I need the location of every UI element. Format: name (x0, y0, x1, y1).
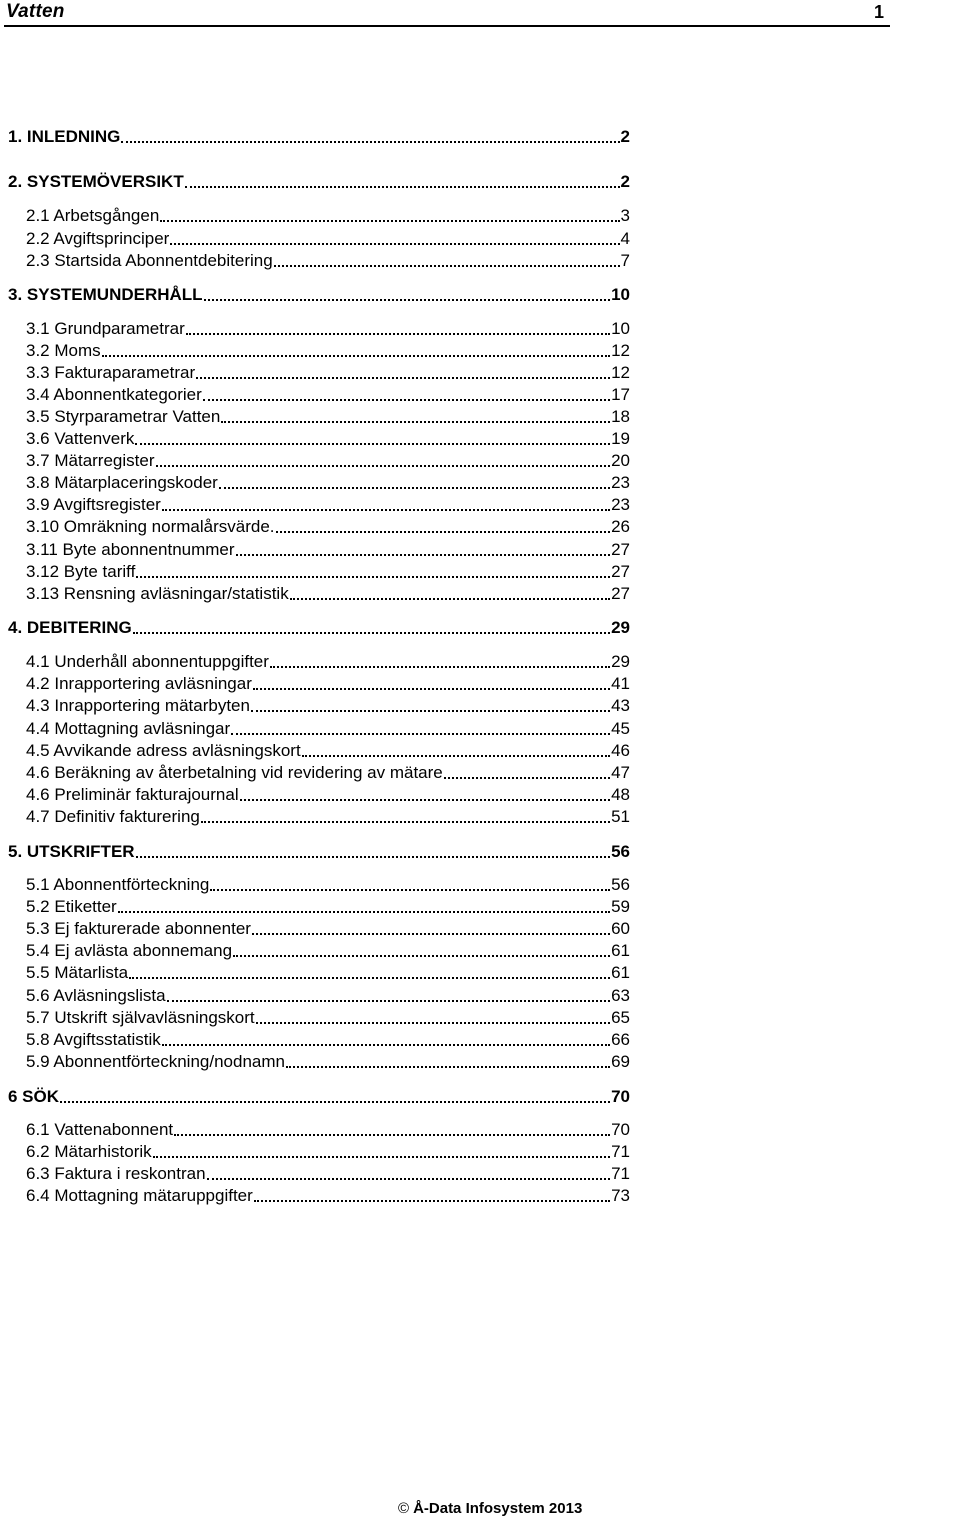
toc-entry-label: 5.7 Utskrift självavläsningskort (26, 1008, 255, 1027)
toc-page-number: 71 (611, 1164, 630, 1183)
toc-section[interactable] (26, 1051, 630, 1073)
dot-leader (251, 710, 610, 712)
toc-entry-label: 3.13 Rensning avläsningar/statistik (26, 584, 289, 603)
dot-leader (233, 955, 610, 957)
dot-leader (444, 777, 610, 779)
toc-section[interactable] (26, 962, 630, 984)
dot-leader (185, 186, 620, 188)
toc-entry-label: 3.10 Omräkning normalårsvärde. (26, 517, 275, 536)
footer-text: Å-Data Infosystem 2013 (413, 1500, 583, 1517)
dot-leader (254, 1200, 610, 1202)
toc-chapter[interactable] (8, 171, 630, 193)
copyright-icon: © (398, 1500, 410, 1517)
toc-section[interactable] (26, 205, 630, 227)
dot-leader (270, 666, 610, 668)
document-title: Vatten (6, 1, 65, 22)
toc-section[interactable] (26, 384, 630, 406)
dot-leader (136, 576, 610, 578)
toc-page-number: 70 (611, 1087, 630, 1106)
toc-entry-label: 4.7 Definitiv fakturering (26, 807, 200, 826)
dot-leader (121, 141, 619, 143)
toc-entry-label: 6.1 Vattenabonnent (26, 1120, 174, 1139)
toc-entry-label: 5.3 Ej fakturerade abonnenter (26, 919, 251, 938)
toc-page-number: 19 (611, 429, 630, 448)
dot-leader (204, 299, 611, 301)
toc-page-number: 12 (611, 363, 630, 382)
dot-leader (219, 487, 610, 489)
toc-entry-label: 3.4 Abonnentkategorier (26, 385, 202, 404)
toc-section[interactable] (26, 651, 630, 673)
header-page-number: 1 (873, 2, 884, 22)
toc-entry-label: 4.2 Inrapportering avläsningar (26, 674, 252, 693)
toc-section[interactable] (26, 539, 630, 561)
toc-entry-label: 2. SYSTEMÖVERSIKT (8, 172, 184, 191)
toc-entry-label: 3.11 Byte abonnentnummer (26, 540, 235, 559)
toc-page-number: 66 (611, 1030, 630, 1049)
toc-page-number: 69 (611, 1052, 630, 1071)
toc-page-number: 43 (611, 696, 630, 715)
toc-page-number: 51 (611, 807, 630, 826)
toc-section[interactable] (26, 985, 630, 1007)
toc-section[interactable] (26, 406, 630, 428)
dot-leader (201, 821, 610, 823)
toc-entry-label: 3.8 Mätarplaceringskoder (26, 473, 218, 492)
toc-page-number: 23 (611, 495, 630, 514)
toc-chapter[interactable] (8, 841, 630, 863)
toc-section[interactable] (26, 1119, 630, 1141)
toc-entry-label: 4.3 Inrapportering mätarbyten (26, 696, 250, 715)
toc-entry-label: 4.6 Beräkning av återbetalning vid revidering av mätare (26, 763, 443, 782)
toc-entry-label: 2.2 Avgiftsprinciper (26, 229, 170, 248)
toc-page-number: 60 (611, 919, 630, 938)
toc-section[interactable] (26, 583, 630, 605)
toc-chapter[interactable] (8, 284, 630, 306)
dot-leader (133, 632, 610, 634)
dot-leader (290, 598, 610, 600)
toc-entry-label: 4.4 Mottagning avläsningar (26, 719, 231, 738)
toc-entry-label: 3.7 Mätarregister (26, 451, 155, 470)
toc-entry-label: 5.6 Avläsningslista (26, 986, 166, 1005)
toc-entry-label: 5.1 Abonnentförteckning (26, 875, 210, 894)
toc-section[interactable] (26, 362, 630, 384)
toc-entry-label: 6.2 Mätarhistorik (26, 1142, 152, 1161)
toc-section[interactable] (26, 1141, 630, 1163)
toc-page-number: 10 (611, 319, 630, 338)
toc-entry-label: 3.5 Styrparametrar Vatten (26, 407, 221, 426)
toc-page-number: 2 (620, 127, 630, 146)
dot-leader (136, 856, 611, 858)
toc-chapter[interactable] (8, 617, 630, 639)
page-footer (398, 1500, 582, 1517)
toc-page-number: 61 (611, 941, 630, 960)
toc-section[interactable] (26, 1163, 630, 1185)
toc-page-number: 59 (611, 897, 630, 916)
dot-leader (160, 220, 619, 222)
dot-leader (302, 755, 610, 757)
toc-section[interactable] (26, 1185, 630, 1207)
toc-section[interactable] (26, 340, 630, 362)
toc-page-number: 3 (620, 206, 630, 225)
toc-page-number: 18 (611, 407, 630, 426)
toc-entry-label: 5. UTSKRIFTER (8, 842, 135, 861)
toc-section[interactable] (26, 494, 630, 516)
toc-section[interactable] (26, 250, 630, 272)
toc-page-number: 46 (611, 741, 630, 760)
dot-leader (286, 1066, 610, 1068)
page-header (4, 0, 890, 27)
dot-leader (221, 421, 610, 423)
dot-leader (196, 377, 610, 379)
dot-leader (162, 509, 610, 511)
dot-leader (156, 465, 611, 467)
toc-section[interactable] (26, 784, 630, 806)
dot-leader (210, 889, 610, 891)
toc-section[interactable] (26, 516, 630, 538)
toc-entry-label: 4. DEBITERING (8, 618, 132, 637)
toc-page-number: 56 (611, 875, 630, 894)
dot-leader (253, 688, 610, 690)
toc-section[interactable] (26, 718, 630, 740)
toc-section[interactable] (26, 228, 630, 250)
dot-leader (276, 531, 611, 533)
toc-page-number: 27 (611, 584, 630, 603)
dot-leader (60, 1101, 610, 1103)
dot-leader (203, 399, 610, 401)
toc-entry-label: 3.6 Vattenverk (26, 429, 135, 448)
toc-page-number: 4 (620, 229, 630, 248)
toc-section[interactable] (26, 318, 630, 340)
toc-page-number: 17 (611, 385, 630, 404)
toc-page-number: 56 (611, 842, 630, 861)
toc-page-number: 63 (611, 986, 630, 1005)
toc-page-number: 7 (620, 251, 630, 270)
toc-entry-label: 3. SYSTEMUNDERHÅLL (8, 285, 203, 304)
toc-page-number: 29 (611, 652, 630, 671)
toc-entry-label: 6 SÖK (8, 1087, 60, 1106)
toc-page-number: 26 (611, 517, 630, 536)
toc-entry-label: 2.3 Startsida Abonnentdebitering (26, 251, 273, 270)
toc-entry-label: 4.6 Preliminär fakturajournal (26, 785, 239, 804)
toc-page-number: 47 (611, 763, 630, 782)
dot-leader (231, 733, 610, 735)
toc-section[interactable] (26, 1029, 630, 1051)
toc-page-number: 41 (611, 674, 630, 693)
dot-leader (118, 911, 610, 913)
toc-page-number: 71 (611, 1142, 630, 1161)
toc-entry-label: 6.3 Faktura i reskontran (26, 1164, 206, 1183)
dot-leader (274, 265, 620, 267)
toc-entry-label: 4.1 Underhåll abonnentuppgifter (26, 652, 269, 671)
dot-leader (135, 443, 610, 445)
toc-entry-label: 5.4 Ej avlästa abonnemang (26, 941, 233, 960)
toc-chapter[interactable] (8, 126, 630, 148)
dot-leader (153, 1156, 610, 1158)
toc-page-number: 48 (611, 785, 630, 804)
toc-page-number: 23 (611, 473, 630, 492)
dot-leader (256, 1022, 610, 1024)
toc-entry-label: 3.2 Moms (26, 341, 101, 360)
toc-entry-label: 5.5 Mätarlista (26, 963, 129, 982)
dot-leader (162, 1044, 610, 1046)
toc-section[interactable] (26, 806, 630, 828)
toc-entry-label: 3.12 Byte tariff (26, 562, 136, 581)
toc-entry-label: 5.9 Abonnentförteckning/nodnamn (26, 1052, 285, 1071)
toc-page-number: 70 (611, 1120, 630, 1139)
toc-entry-label: 2.1 Arbetsgången (26, 206, 160, 225)
dot-leader (102, 355, 610, 357)
toc-section[interactable] (26, 762, 630, 784)
toc-page-number: 73 (611, 1186, 630, 1205)
toc-section[interactable] (26, 940, 630, 962)
toc-page-number: 2 (620, 172, 630, 191)
dot-leader (129, 977, 610, 979)
dot-leader (240, 799, 610, 801)
toc-entry-label: 5.2 Etiketter (26, 897, 117, 916)
toc-chapter[interactable] (8, 1086, 630, 1108)
toc-section[interactable] (26, 561, 630, 583)
toc-page-number: 61 (611, 963, 630, 982)
toc-section[interactable] (26, 673, 630, 695)
toc-section[interactable] (26, 450, 630, 472)
toc-section[interactable] (26, 896, 630, 918)
toc-entry-label: 6.4 Mottagning mätaruppgifter (26, 1186, 253, 1205)
toc-page-number: 12 (611, 341, 630, 360)
toc-entry-label: 1. INLEDNING (8, 127, 121, 146)
toc-page-number: 27 (611, 562, 630, 581)
toc-section[interactable] (26, 695, 630, 717)
toc-page-number: 45 (611, 719, 630, 738)
dot-leader (167, 1000, 611, 1002)
toc-section[interactable] (26, 472, 630, 494)
dot-leader (186, 333, 610, 335)
toc-page-number: 27 (611, 540, 630, 559)
toc-section[interactable] (26, 918, 630, 940)
toc-entry-label: 3.1 Grundparametrar (26, 319, 185, 338)
dot-leader (236, 554, 611, 556)
toc-section[interactable] (26, 1007, 630, 1029)
toc-entry-label: 4.5 Avvikande adress avläsningskort (26, 741, 301, 760)
dot-leader (252, 933, 610, 935)
toc-page-number: 10 (611, 285, 630, 304)
toc-section[interactable] (26, 428, 630, 450)
dot-leader (174, 1134, 610, 1136)
dot-leader (207, 1178, 611, 1180)
toc-entry-label: 3.9 Avgiftsregister (26, 495, 161, 514)
toc-page-number: 20 (611, 451, 630, 470)
toc-page-number: 29 (611, 618, 630, 637)
toc-entry-label: 3.3 Fakturaparametrar (26, 363, 196, 382)
dot-leader (170, 243, 619, 245)
toc-page-number: 65 (611, 1008, 630, 1027)
toc-section[interactable] (26, 740, 630, 762)
toc-section[interactable] (26, 874, 630, 896)
toc-entry-label: 5.8 Avgiftsstatistik (26, 1030, 161, 1049)
